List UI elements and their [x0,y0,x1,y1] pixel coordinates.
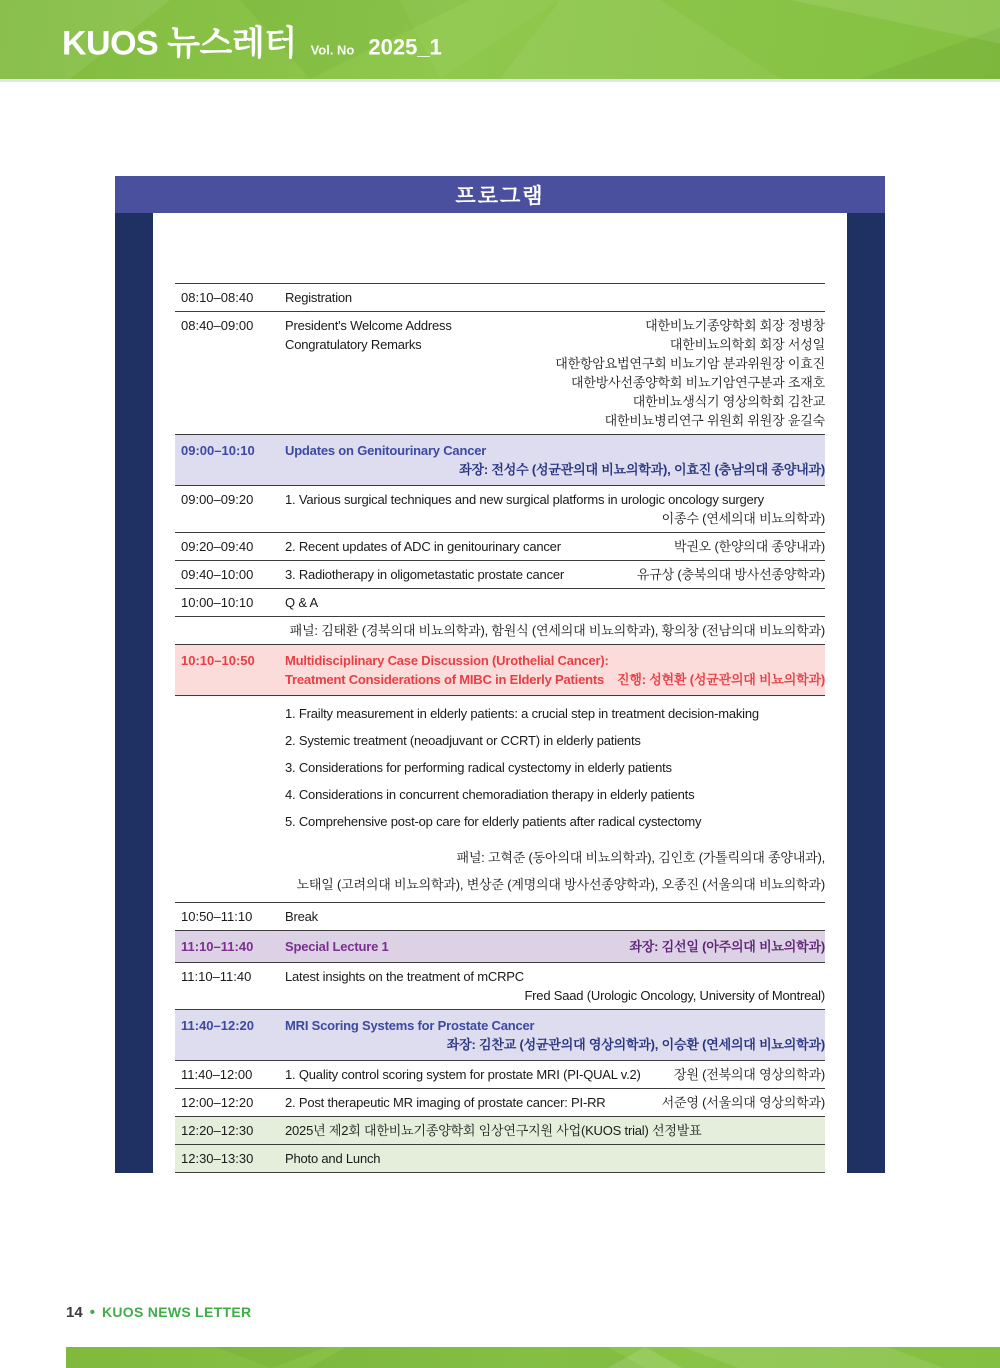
program-row [175,1061,825,1089]
row-content [285,593,825,612]
program-row [175,1089,825,1117]
row-line [285,727,825,754]
row-content [285,967,825,1005]
row-line [285,460,825,479]
row-line [285,808,825,835]
row-content [285,565,825,584]
program-inner [153,213,847,1173]
row-text: Congratulatory Remarks [285,337,422,352]
row-speaker: 대한항암요법연구회 비뇨기암 분과위원장 이효진 [555,356,825,371]
footer-bullet: • [89,1304,95,1321]
row-line [285,937,825,956]
row-content [285,907,825,926]
row-content [285,441,825,479]
row-line [285,700,825,727]
row-text: 2. Post therapeutic MR imaging of prostate cancer: PI-RR [285,1095,606,1110]
row-line [285,670,825,689]
row-text: 3. Considerations for performing radical cystectomy in elderly patients [285,760,672,775]
row-time: 10:10–10:50 [181,653,255,668]
newsletter-title: KUOS 뉴스레터 [62,24,297,62]
row-chair: 좌장: 김찬교 (성균관의대 영상의학과), 이승환 (연세의대 비뇨의학과) [446,1037,825,1052]
row-content [285,1093,825,1112]
page-number: 14 [66,1304,83,1321]
row-chair: 진행: 성현환 (성균관의대 비뇨의학과) [617,672,825,687]
row-line [285,1065,825,1084]
row-time: 08:40–09:00 [181,318,254,333]
row-text: Updates on Genitourinary Cancer [285,443,487,458]
row-line [285,593,825,612]
row-time: 09:00–10:10 [181,443,255,458]
row-speaker: 노태일 (고려의대 비뇨의학과), 변상준 (계명의대 방사선종양학과), 오종진 (서울의대 비뇨의학과) [296,877,825,892]
row-speaker: 대한비뇨기종양학회 회장 정병창 [645,318,825,333]
program-row [175,312,825,435]
row-speaker: Fred Saad (Urologic Oncology, University of Montreal) [524,988,825,1003]
row-content [285,1065,825,1084]
row-time: 09:00–09:20 [181,492,254,507]
row-text: 4. Considerations in concurrent chemoradiation therapy in elderly patients [285,787,695,802]
row-chair: 좌장: 전성수 (성균관의대 비뇨의학과), 이효진 (충남의대 종양내과) [459,462,825,477]
row-speaker: 이종수 (연세의대 비뇨의학과) [661,511,825,526]
row-line [285,1121,825,1140]
banner-polygon [66,1347,1000,1368]
row-line [285,373,825,392]
row-text: Break [285,909,318,924]
row-content [285,537,825,556]
row-content [285,937,825,956]
program-title: 프로그램 [455,184,545,208]
row-line [285,335,825,354]
row-line [285,316,825,335]
row-time: 11:10–11:40 [181,969,252,984]
row-line [285,651,825,670]
row-line [285,871,825,898]
program-row [175,1010,825,1061]
row-time: 11:40–12:20 [181,1018,255,1033]
banner-polygon [66,1347,1000,1368]
row-line [285,844,825,871]
row-content [285,288,825,307]
row-text: 5. Comprehensive post-op care for elderly patients after radical cystectomy [285,814,702,829]
row-content [285,700,825,898]
header-banner [0,0,1000,82]
row-time: 11:40–12:00 [181,1067,253,1082]
row-time: 12:20–12:30 [181,1123,254,1138]
program-row [175,696,825,903]
row-line [285,441,825,460]
row-speaker: 대한방사선종양학회 비뇨기암연구분과 조재호 [571,375,825,390]
row-text: 1. Various surgical techniques and new surgical platforms in urologic oncology surgery [285,492,764,507]
banner-polygon [66,1347,1000,1368]
row-time: 11:10–11:40 [181,939,254,954]
row-time: 12:30–13:30 [181,1151,254,1166]
row-line [285,907,825,926]
program-row [175,1117,825,1145]
program-row [175,617,825,645]
row-text: Registration [285,290,352,305]
row-speaker: 대한비뇨의학회 회장 서성일 [669,337,825,352]
row-time: 10:00–10:10 [181,595,254,610]
row-text: 2025년 제2회 대한비뇨기종양학회 임상연구지원 사업(KUOS trial) 선정발표 [285,1123,702,1138]
program-row [175,903,825,931]
program-row [175,486,825,533]
row-line [285,967,825,986]
row-text: MRI Scoring Systems for Prostate Cancer [285,1018,535,1033]
row-time: 10:50–11:10 [181,909,253,924]
banner-polygon [66,1347,1000,1368]
row-time [175,700,285,898]
row-time: 09:20–09:40 [181,539,254,554]
row-text: 1. Frailty measurement in elderly patients: a crucial step in treatment decision-making [285,706,759,721]
row-content [285,490,825,528]
program-navy-frame [115,213,885,1173]
footer-newsletter-name: KUOS NEWS LETTER [101,1304,252,1320]
volume-value: 2025_1 [368,34,442,59]
program-row [175,1145,825,1173]
newsletter-masthead [62,15,442,64]
row-time: 12:00–12:20 [181,1095,254,1110]
row-line [285,1149,825,1168]
row-line [285,1093,825,1112]
row-content [285,621,825,640]
row-line [285,537,825,556]
row-line [285,288,825,307]
row-text: Latest insights on the treatment of mCRPC [285,969,524,984]
row-time: 08:10–08:40 [181,290,254,305]
program-title-band [115,176,885,213]
row-speaker: 서준영 (서울의대 영상의학과) [661,1095,825,1110]
row-speaker: 대한비뇨병리연구 위원회 위원장 윤길숙 [604,413,825,428]
program-row [175,561,825,589]
row-text: Photo and Lunch [285,1151,381,1166]
row-time [175,621,285,640]
row-text: Multidisciplinary Case Discussion (Urothelial Cancer): [285,653,609,668]
program-row [175,533,825,561]
row-line [285,509,825,528]
program-card [115,176,885,1173]
row-content [285,1149,825,1168]
row-line [285,1016,825,1035]
row-content [285,1016,825,1054]
program-table [175,283,825,1173]
row-content [285,651,825,689]
program-row [175,963,825,1010]
row-content [285,1121,825,1140]
row-speaker: 유규상 (충북의대 방사선종양학과) [636,567,825,582]
volume-label: Vol. No [310,42,355,57]
footer-banner [66,1347,1000,1368]
row-speaker: 박권오 (한양의대 종양내과) [673,539,825,554]
row-text: 2. Recent updates of ADC in genitourinary cancer [285,539,561,554]
row-content [285,316,825,430]
row-line [285,1035,825,1054]
row-line [285,392,825,411]
row-text: 3. Radiotherapy in oligometastatic prostate cancer [285,567,565,582]
row-speaker: 패널: 고혁준 (동아의대 비뇨의학과), 김인호 (가톨릭의대 종양내과), [456,850,825,865]
row-line [285,754,825,781]
row-line [285,565,825,584]
program-row [175,931,825,963]
program-row [175,435,825,486]
row-text: Treatment Considerations of MIBC in Elderly Patients [285,672,604,687]
footer-area [0,1304,1000,1368]
program-row [175,284,825,312]
row-speaker: 대한비뇨생식기 영상의학회 김찬교 [632,394,825,409]
row-time: 09:40–10:00 [181,567,254,582]
row-text: President's Welcome Address [285,318,452,333]
row-line [285,354,825,373]
row-text: Special Lecture 1 [285,939,389,954]
row-line [285,621,825,640]
row-speaker: 장원 (전북의대 영상의학과) [673,1067,825,1082]
program-row [175,645,825,696]
row-chair: 좌장: 김선일 (아주의대 비뇨의학과) [629,939,825,954]
row-text: 2. Systemic treatment (neoadjuvant or CCRT) in elderly patients [285,733,641,748]
row-text: 1. Quality control scoring system for prostate MRI (PI-QUAL v.2) [285,1067,641,1082]
row-line [285,490,825,509]
row-speaker: 패널: 김태환 (경북의대 비뇨의학과), 함원식 (연세의대 비뇨의학과), 황의창 (전남의대 비뇨의학과) [289,623,825,638]
row-text: Q & A [285,595,318,610]
row-line [285,986,825,1005]
program-row [175,589,825,617]
row-line [285,781,825,808]
footer-line [66,1304,1000,1321]
row-line [285,411,825,430]
